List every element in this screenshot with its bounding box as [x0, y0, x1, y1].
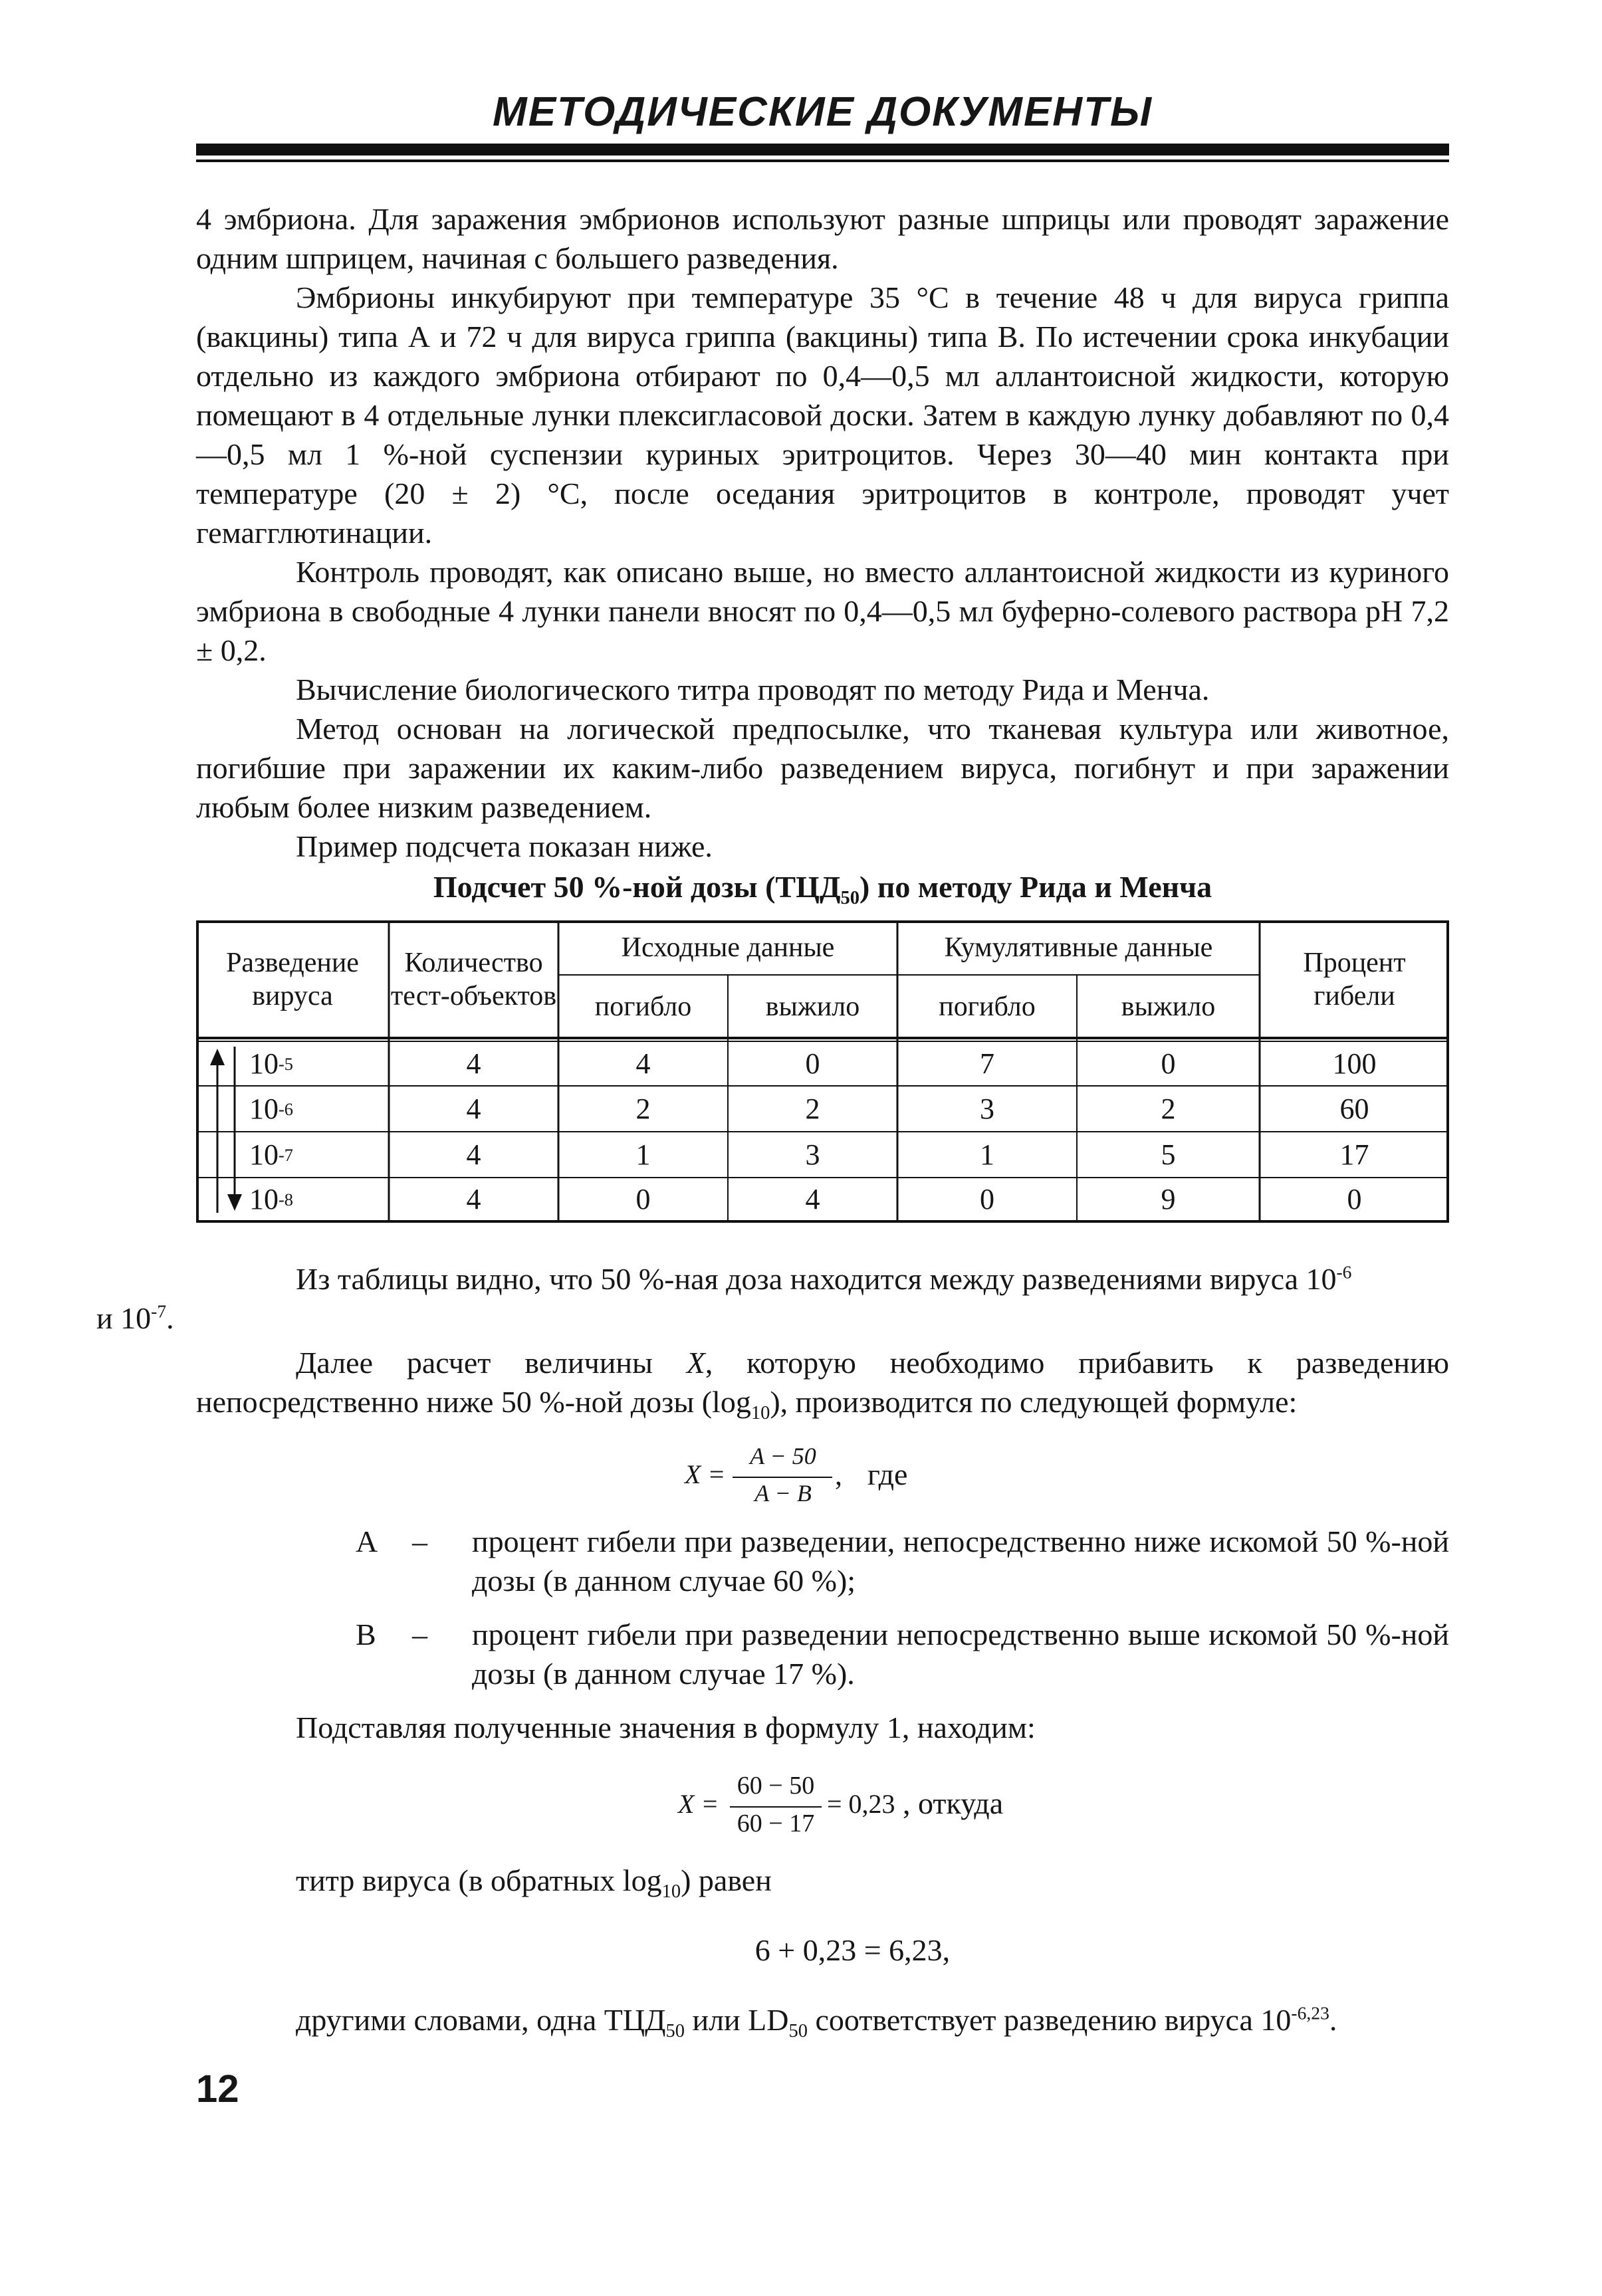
header-cumulative-survived: выжило — [1121, 991, 1216, 1022]
cell-percent: 100 — [1332, 1047, 1377, 1080]
table-title-text-end: ) по методу Рида и Менча — [859, 870, 1212, 904]
definition-text: процент гибели при разведении непосредственно выше искомой 50 %-ной дозы (в данном случае 17 %). — [472, 1618, 1449, 1691]
header-dilution: Разведение вируса — [226, 947, 359, 1011]
cell-count: 4 — [466, 1092, 481, 1125]
cell-dilution: 10 -6 — [249, 1092, 293, 1125]
header-percent: Процент гибели — [1303, 947, 1406, 1011]
header-cumulative-died: погибло — [939, 991, 1036, 1022]
cell-survived: 3 — [805, 1138, 820, 1171]
paragraph: Пример подсчета показан ниже. — [296, 829, 713, 863]
header-initial-survived: выжило — [765, 991, 860, 1022]
cell-survived: 0 — [805, 1047, 820, 1080]
header-cumulative: Кумулятивные данные — [944, 932, 1213, 963]
cell-survived: 2 — [805, 1092, 820, 1125]
cell-percent: 0 — [1347, 1183, 1362, 1215]
header-initial: Исходные данные — [621, 932, 835, 963]
header-count: Количество тест-объектов — [390, 947, 557, 1011]
table-title-text: Подсчет 50 %-ной дозы (ТЦД — [433, 870, 841, 904]
cell-died: 0 — [635, 1183, 651, 1215]
cell-died: 2 — [635, 1092, 651, 1125]
definition-term: А — [356, 1524, 378, 1558]
formula-x-computed: X = 60 − 50 60 − 17 = 0,23 , откуда — [678, 1772, 1004, 1837]
definition-text: процент гибели при разведении, непосредственно ниже искомой 50 %-ной дозы (в данном случае 60 %); — [472, 1524, 1449, 1598]
dilution-direction-arrows — [210, 1047, 242, 1213]
definition-dash: – — [412, 1524, 427, 1558]
fraction-bar — [733, 1477, 832, 1478]
definition-dash: – — [412, 1618, 427, 1651]
cell-cum-died: 0 — [980, 1183, 994, 1215]
reed-muench-table — [196, 920, 1449, 1223]
cell-cum-survived: 5 — [1161, 1138, 1176, 1171]
cell-cum-died: 7 — [980, 1047, 994, 1080]
equation: 6 + 0,23 = 6,23, — [754, 1933, 951, 1967]
cell-cum-died: 1 — [980, 1138, 994, 1171]
table-title-subscript: 50 — [840, 888, 860, 909]
cell-count: 4 — [466, 1183, 481, 1215]
cell-dilution: 10 -5 — [249, 1047, 293, 1080]
paragraph: Контроль проводят, как описано выше, но вместо аллантоисной жидкости из куриного эмбриона в свободные 4 лунки панели вносят по 0,4—0,5 мл буферно-солевого раствора pH 7,2 ± 0,2. — [196, 555, 1449, 667]
paragraph: Метод основан на логической предпосылке, что тканевая культура или животное, погибшие при заражении их каким-либо разведением вируса, погибнут и при заражении любым более низким разведением. — [196, 712, 1449, 824]
header-rule-thick — [196, 144, 1449, 156]
cell-cum-died: 3 — [980, 1092, 994, 1125]
paragraph: Подставляя полученные значения в формулу 1, находим: — [296, 1711, 1036, 1744]
definition-term: В — [356, 1618, 376, 1651]
paragraph: Эмбрионы инкубируют при температуре 35 °С в течение 48 ч для вируса гриппа (вакцины) типа А и 72 ч для вируса гриппа (вакцины) типа В. По истечении срока инкубации отдельно из каждого эмбриона отбирают по 0,4—0,5 мл аллантоисной жидкости, которую помещают в 4 отдельные лунки плексигласовой доски. Затем в каждую лунку добавляют по 0,4—0,5 мл 1 %-ной суспензии куриных эритроцитов. Через 30—40 мин контакта при температуре (20 ± 2) °С, после оседания эритроцитов в контроле, проводят учет гемагглютинации. — [196, 280, 1449, 550]
cell-dilution: 10 -8 — [249, 1183, 293, 1215]
formula-x: X = A − 50 A − B , где — [685, 1443, 908, 1507]
paragraph: Из таблицы видно, что 50 %-ная доза находится между разведениями вируса $10^{-6}$ и $10^{-7}$. — [96, 1261, 1352, 1335]
header-rule-thin — [196, 159, 1449, 162]
cell-count: 4 — [466, 1138, 481, 1171]
cell-survived: 4 — [805, 1183, 820, 1215]
cell-died: 1 — [635, 1138, 651, 1171]
body-text-top — [196, 199, 1449, 866]
cell-percent: 60 — [1339, 1092, 1369, 1125]
body-text-after-table — [96, 1259, 1449, 1424]
running-header-title: МЕТОДИЧЕСКИЕ ДОКУМЕНТЫ — [493, 89, 1153, 135]
cell-count: 4 — [466, 1047, 481, 1080]
paragraph: Вычисление биологического титра проводят по методу Рида и Менча. — [296, 673, 1210, 706]
equation-line — [196, 1931, 1449, 1970]
header-initial-died: погибло — [594, 991, 692, 1022]
paragraph: 4 эмбриона. Для заражения эмбрионов используют разные шприцы или проводят заражение одним шприцем, начиная с большего разведения. — [196, 202, 1449, 275]
table-title — [196, 867, 1449, 909]
cell-dilution: 10 -7 — [249, 1138, 293, 1171]
cell-cum-survived: 0 — [1161, 1047, 1176, 1080]
substitute-line — [196, 1708, 1449, 1747]
final-line — [196, 2000, 1449, 2042]
cell-cum-survived: 9 — [1161, 1183, 1176, 1215]
cell-died: 4 — [635, 1047, 651, 1080]
paragraph: другими словами, одна $ТЦД_{50}$ или $LD_{50}$ соответствует разведению вируса $10^{-6,23}$. — [296, 2002, 1337, 2042]
titer-line — [196, 1861, 1449, 1903]
paragraph: титр вируса (в обратных $\log_{10}$) равен — [296, 1863, 772, 1903]
cell-percent: 17 — [1339, 1138, 1369, 1171]
fraction-bar — [730, 1806, 822, 1808]
paragraph: Далее расчет величины X, которую необходимо прибавить к разведению непосредственно ниже 50 %-ной дозы $(\log_{10})$, производится по следующей формуле: — [196, 1346, 1449, 1424]
page-number: 12 — [196, 2067, 239, 2111]
cell-cum-survived: 2 — [1161, 1092, 1176, 1125]
